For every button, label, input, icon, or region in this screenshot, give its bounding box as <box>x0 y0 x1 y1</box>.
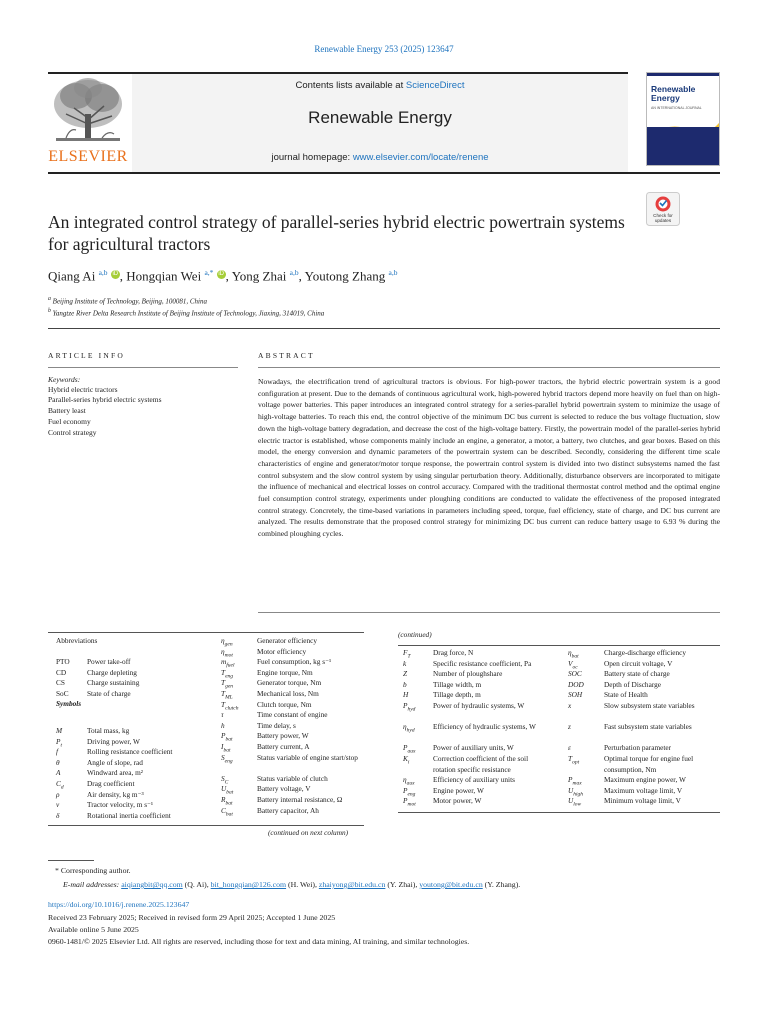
online-date: Available online 5 June 2025 <box>48 925 139 934</box>
journal-name: Renewable Energy <box>308 108 452 127</box>
nomenclature-description: Battery power, W <box>257 731 309 741</box>
check-for-updates-icon[interactable] <box>646 192 680 226</box>
affiliation-b: $^b$ Yangtze River Delta Research Institute of Beijing Institute of Technology, Jiaxing, 314019, China <box>48 308 325 318</box>
nomenclature-symbol: b <box>403 679 407 689</box>
nomenclature-symbol: DOD <box>568 679 584 689</box>
nomenclature-symbol: Z <box>403 669 408 679</box>
author-list: Qiang Ai $^{a,b}$ iD , Hongqian Wei $^{a,*}$ iD , Yong Zhai $^{a,b}$, Youtong Zhang $^{a,b}$ <box>48 268 398 284</box>
email-link[interactable]: zhaiyong@bit.edu.cn <box>318 880 386 889</box>
nomenclature-symbol: PTO <box>56 657 70 666</box>
nomenclature-symbol: $K_i$ <box>403 754 410 766</box>
symbols-header: Symbols <box>56 699 82 709</box>
nomenclature-description: Engine torque, Nm <box>257 667 313 677</box>
author-name[interactable]: Yong Zhai <box>231 268 287 284</box>
author-affiliation-marks[interactable]: a,* <box>204 268 214 277</box>
nomenclature-symbol: $\eta_{aux}$ <box>403 775 415 787</box>
nomenclature-description: Optimal torque for engine fuel consumption, Nm <box>604 754 694 774</box>
nomenclature-symbol: k <box>403 658 407 668</box>
nomenclature-description: Total mass, kg <box>87 726 130 735</box>
cover-top-band <box>647 73 719 83</box>
email-link[interactable]: youtong@bit.edu.cn <box>419 880 483 889</box>
nomenclature-description: Minimum voltage limit, V <box>604 796 681 806</box>
nomenclature-symbol: $S_{eng}$ <box>221 752 233 765</box>
nomenclature-symbol: CS <box>56 678 65 688</box>
email-link[interactable]: aiqiangbit@qq.com <box>121 880 183 889</box>
nomenclature-description: Battery voltage, V <box>257 784 311 794</box>
continued-bottom-rule <box>398 812 720 813</box>
sciencedirect-link[interactable]: ScienceDirect <box>405 80 465 91</box>
affiliations-rule <box>48 328 720 329</box>
nomenclature-symbol: $T_{gen}$ <box>221 678 234 690</box>
nomenclature-description: Battery current, A <box>257 742 310 751</box>
journal-cover-thumbnail[interactable] <box>646 72 720 166</box>
nomenclature-bottom-rule <box>48 825 364 826</box>
nomenclature-symbol: CD <box>56 667 67 677</box>
nomenclature-description: Drag force, N <box>433 648 474 657</box>
nomenclature-symbol: $P_{hyd}$ <box>403 701 416 713</box>
continued-top-rule <box>398 645 720 646</box>
article-info-rule <box>48 367 238 368</box>
nomenclature-description: Driving power, W <box>87 736 140 746</box>
nomenclature-symbol: f <box>56 747 59 757</box>
nomenclature-description: Battery state of charge <box>604 669 670 679</box>
nomenclature-description: Efficiency of auxiliary units <box>433 775 515 785</box>
homepage-link[interactable]: www.elsevier.com/locate/renene <box>352 152 489 163</box>
nomenclature-symbol: ρ <box>56 789 60 799</box>
keyword[interactable]: Fuel economy <box>48 417 91 426</box>
nomenclature-symbol: $U_{low}$ <box>568 796 582 808</box>
nomenclature-description: Windward area, m² <box>87 768 143 778</box>
nomenclature-symbol: x <box>568 701 572 710</box>
abbreviations-header: Abbreviations <box>56 636 98 645</box>
cover-bottom-band <box>647 127 719 165</box>
nomenclature-description: Maximum voltage limit, V <box>604 785 683 795</box>
orcid-icon[interactable]: iD <box>218 271 224 277</box>
email-addresses: E-mail addresses: aiqiangbit@qq.com (Q. Ai), bit_hongqian@126.com (H. Wei), zhaiyong@bit.edu.cn (Y. Zhai), youtong@bit.edu.cn (Y. Zhang). <box>63 880 521 889</box>
contents-line: Contents lists available at ScienceDirect <box>295 80 465 91</box>
nomenclature-symbol: $P_{max}$ <box>568 775 582 787</box>
nomenclature-description: Fuel consumption, kg s⁻¹ <box>257 657 332 667</box>
nomenclature-symbol: $\eta_{bat}$ <box>568 648 579 660</box>
nomenclature-description: Rotational inertia coefficient <box>87 810 171 820</box>
nomenclature-symbol: A <box>56 768 61 778</box>
nomenclature-symbol: $S_C$ <box>221 773 229 786</box>
orcid-icon[interactable]: iD <box>112 271 119 277</box>
nomenclature-symbol: $P_{mot}$ <box>403 796 416 808</box>
nomenclature-description: Slow subsystem state variables <box>604 701 695 710</box>
nomenclature-description: Time delay, s <box>257 720 296 730</box>
homepage-line: journal homepage: www.elsevier.com/locate/renene <box>271 152 489 163</box>
nomenclature-description: Open circuit voltage, V <box>604 658 673 668</box>
nomenclature-description: Number of ploughshare <box>433 669 503 679</box>
nomenclature-symbol: $\eta_{mot}$ <box>221 646 233 659</box>
elsevier-wordmark: ELSEVIER <box>48 148 128 165</box>
nomenclature-description: Battery internal resistance, Ω <box>257 795 343 804</box>
continued-next-note: (continued on next column) <box>268 828 349 837</box>
nomenclature-description: Charge sustaining <box>87 678 140 688</box>
nomenclature-description: Generator torque, Nm <box>257 678 322 688</box>
nomenclature-symbol: $P_{bat}$ <box>221 731 233 743</box>
abstract-heading: ABSTRACT <box>258 351 315 360</box>
nomenclature-symbol: M <box>56 726 63 735</box>
cover-subtitle: AN INTERNATIONAL JOURNAL <box>651 106 702 110</box>
keyword[interactable]: Parallel-series hybrid electric systems <box>48 395 162 404</box>
nomenclature-symbol: v <box>56 800 60 810</box>
nomenclature-symbol: ε <box>568 743 571 753</box>
nomenclature-description: Battery capacitor, Ah <box>257 805 319 815</box>
nomenclature-symbol: $F_T$ <box>403 648 411 660</box>
cover-title: Renewable Energy <box>651 84 696 103</box>
nomenclature-description: Motor efficiency <box>257 646 307 656</box>
article-title: An integrated control strategy of parallel-series hybrid electric powertrain systems for agricultural tractors <box>48 212 625 254</box>
nomenclature-description: Correction coefficient of the soil rotation specific resistance <box>433 754 529 774</box>
nomenclature-symbol: $P_{aux}$ <box>403 743 416 755</box>
nomenclature-symbol: $\eta_{gen}$ <box>221 636 233 648</box>
nomenclature-symbol: $P_t$ <box>56 736 62 749</box>
article-info-heading: ARTICLE INFO <box>48 351 125 360</box>
keywords-label: Keywords: <box>48 375 81 384</box>
nomenclature-symbol: h <box>221 720 225 730</box>
keyword[interactable]: Battery least <box>48 406 86 415</box>
nomenclature-description: Power of hydraulic systems, W <box>433 701 525 710</box>
nomenclature-symbol: $m_{fuel}$ <box>221 657 235 669</box>
corresponding-author-note: * Corresponding author. <box>55 866 131 875</box>
nomenclature-symbol: τ <box>221 710 224 720</box>
author-name[interactable]: Qiang Ai <box>48 268 96 284</box>
affiliation-a: $^a$ Beijing Institute of Technology, Beijing, 100081, China <box>48 296 207 306</box>
nomenclature-description: Specific resistance coefficient, Pa <box>433 658 532 668</box>
nomenclature-description: Angle of slope, rad <box>87 757 143 767</box>
nomenclature-description: State of charge <box>87 688 131 698</box>
nomenclature-description: Tillage width, m <box>433 679 482 689</box>
nomenclature-symbol: $V_{oc}$ <box>568 658 578 671</box>
author-name[interactable]: Youtong Zhang <box>304 268 386 284</box>
svg-text:Check for: Check for <box>653 213 673 218</box>
nomenclature-description: Charge depleting <box>87 667 137 677</box>
nomenclature-symbol: $T_{clutch}$ <box>221 699 239 712</box>
nomenclature-description: Rolling resistance coefficient <box>87 747 173 757</box>
nomenclature-description: Clutch torque, Nm <box>257 699 312 709</box>
footnote-rule <box>48 860 94 861</box>
nomenclature-symbol: $P_{eng}$ <box>403 785 416 798</box>
abstract-body: Nowadays, the electrification trend of agricultural tractors is obvious. For high-power tractors, the hybrid electric powertrain system is a good configuration at present. Due to the demands of continuous agricultural work, high-powered hybrid tractors depend more heavily on fuel than on high-voltage power batteries. This paper introduces an integrated control strategy for a series-parallel hybrid powertrain system to minimize the usage of high-voltage batteries. To reach this end, the control objective of the minimum DC bus current is selected to reduce the bus voltage fluctuation, slow down the high-voltage battery degradation, and decrease the cost of the high-voltage battery. Firstly, the powertrain model of the parallel-series hybrid electric tractor is established, whose components mainly include an engine, a generator, a motor, a battery, two clutches, and gear boxes. Based on this model, the energy conversion and dynamic parameters of the powertrain system can be described. Secondly, considering the different time scale characteristics of engine and generator/motor torque response, the powertrain control system is divided into two distinct subsystems named the fast control subsystem and the slow control system by using singular perturbation theory. Additionally, disturbance observers are incorporated to mitigate the influence of mechanical and electrical losses on control accuracy. Compared with the traditional thermostat control method and the optimal engine fuel consumption control strategy, experiments under ploughing conditions are conducted to validate the effectiveness of the proposed integrated control strategy. Concretely, the time-based variations in parameters including speed, torque, fuel efficiency, state of charge, and DC bus current are analyzed. The results demonstrate that the proposed control strategy for minimizing DC bus current can reduce battery usage to 6.93 % during the combined ploughing cycles. <box>258 377 720 539</box>
nomenclature-symbol: $T_{opt}$ <box>568 754 580 766</box>
nomenclature-description: Efficiency of hydraulic systems, W <box>433 722 536 732</box>
nomenclature-symbol: SOH <box>568 690 583 700</box>
nomenclature-description: Status variable of engine start/stop <box>257 752 358 762</box>
nomenclature-symbol: $\eta_{hyd}$ <box>403 722 415 734</box>
keyword[interactable]: Hybrid electric tractors <box>48 385 118 394</box>
nomenclature-description: Engine power, W <box>433 785 484 795</box>
author-affiliation-marks[interactable]: a,b <box>98 268 108 277</box>
email-link[interactable]: bit_hongqian@126.com <box>210 880 287 889</box>
nomenclature-symbol: $U_{bat}$ <box>221 784 234 796</box>
nomenclature-description: Power take-off <box>87 657 131 666</box>
nomenclature-symbol: $T_{ML}$ <box>221 689 233 701</box>
abstract-end-rule <box>258 612 720 613</box>
abstract-rule <box>258 367 720 368</box>
nomenclature-description: Depth of Discharge <box>604 679 662 689</box>
author-affiliation-marks[interactable]: a,b <box>289 268 299 277</box>
nomenclature-description: Drag coefficient <box>87 779 135 788</box>
continued-label: (continued) <box>398 630 432 639</box>
nomenclature-symbol: θ <box>56 757 60 767</box>
nomenclature-symbol: $C_d$ <box>56 779 64 791</box>
nomenclature-description: Charge-discharge efficiency <box>604 648 687 657</box>
nomenclature-description: Maximum engine power, W <box>604 775 686 785</box>
nomenclature-symbol: $R_{bat}$ <box>221 795 233 807</box>
nomenclature-symbol: $T_{eng}$ <box>221 667 234 680</box>
header-top-rule <box>48 72 628 74</box>
nomenclature-description: Mechanical loss, Nm <box>257 689 319 698</box>
keyword[interactable]: Control strategy <box>48 428 97 437</box>
nomenclature-symbol: z <box>568 722 571 732</box>
author-name[interactable]: Hongqian Wei <box>126 268 202 284</box>
nomenclature-description: Time constant of engine <box>257 710 328 720</box>
received-dates: Received 23 February 2025; Received in revised form 29 April 2025; Accepted 1 June 2025 <box>48 913 336 922</box>
nomenclature-top-rule <box>48 632 364 633</box>
author-affiliation-marks[interactable]: a,b <box>388 268 398 277</box>
nomenclature-description: Fast subsystem state variables <box>604 722 692 732</box>
nomenclature-description: Air density, kg m⁻³ <box>87 789 144 799</box>
nomenclature-symbol: SoC <box>56 688 69 698</box>
journal-reference-link[interactable]: Renewable Energy 253 (2025) 123647 <box>314 44 454 54</box>
nomenclature-description: Generator efficiency <box>257 636 318 645</box>
nomenclature-description: Status variable of clutch <box>257 773 328 783</box>
nomenclature-description: Tractor velocity, m s⁻¹ <box>87 800 154 810</box>
nomenclature-description: Motor power, W <box>433 796 482 806</box>
nomenclature-description: Tillage depth, m <box>433 690 481 700</box>
nomenclature-description: State of Health <box>604 690 648 700</box>
nomenclature-symbol: $I_{bat}$ <box>221 742 231 754</box>
nomenclature-description: Power of auxiliary units, W <box>433 743 514 753</box>
nomenclature-symbol: H <box>403 690 409 700</box>
header-bottom-rule <box>48 172 720 174</box>
nomenclature-symbol: SOC <box>568 669 582 679</box>
doi-link[interactable]: https://doi.org/10.1016/j.renene.2025.123647 <box>48 900 190 909</box>
copyright-notice: 0960-1481/© 2025 Elsevier Ltd. All rights are reserved, including those for text and data mining, AI training, and similar technologies. <box>48 937 470 946</box>
nomenclature-symbol: $U_{high}$ <box>568 785 584 798</box>
nomenclature-description: Perturbation parameter <box>604 743 672 753</box>
nomenclature-symbol: $C_{bat}$ <box>221 805 233 818</box>
nomenclature-symbol: δ <box>56 810 60 820</box>
svg-text:updates: updates <box>654 218 672 223</box>
